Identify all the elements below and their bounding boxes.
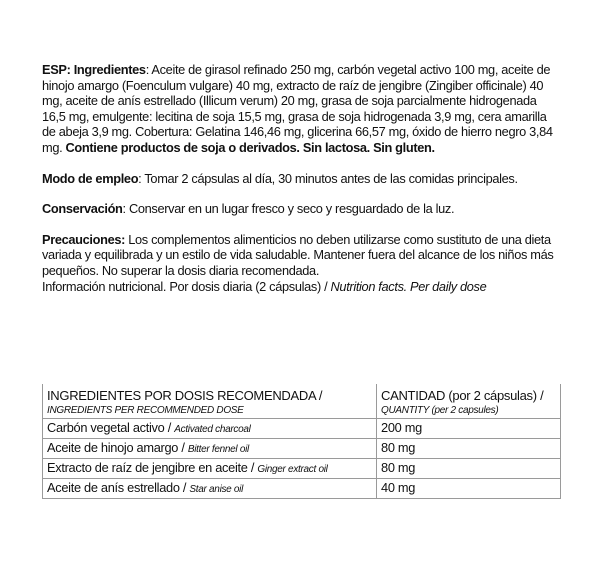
ingredient-name: Aceite de hinojo amargo / <box>47 440 188 455</box>
usage-text: : Tomar 2 cápsulas al día, 30 minutos antes de las comidas principales. <box>138 170 518 186</box>
row-amount: 80 mg <box>377 459 561 479</box>
ingredient-name: Carbón vegetal activo / <box>47 420 175 435</box>
usage-label: Modo de empleo <box>42 170 139 186</box>
ingredients-label: ESP: Ingredientes <box>42 62 146 77</box>
ingredients-sep: : <box>145 62 152 77</box>
allergen-note: Contiene productos de soja o derivados. Sin lactosa. Sin gluten. <box>65 139 435 155</box>
table-row <box>43 479 561 499</box>
row-amount: 40 mg <box>377 479 561 499</box>
ingredient-name-en: Star anise oil <box>189 484 244 495</box>
row-ingredient <box>43 419 377 439</box>
header-ingredients-en: INGREDIENTS PER RECOMMENDED DOSE <box>47 405 244 416</box>
precautions-text: Los complementos alimenticios no deben utilizarse como sustituto de una dieta variada y equilibrada y un estilo de vida saludable. Mantener fuera del alcance de los niños más pequeños. No superar la dosis diaria recomendada. <box>42 231 554 278</box>
nutrition-line <box>42 279 562 295</box>
table-row <box>43 419 561 439</box>
ingredient-name: Extracto de raíz de jengibre en aceite / <box>47 460 258 475</box>
precautions-paragraph <box>42 232 562 279</box>
nutrition-text: Información nutricional. Por dosis diaria (2 cápsulas) / <box>42 278 331 294</box>
row-ingredient <box>43 439 377 459</box>
ingredients-paragraph <box>42 62 562 156</box>
storage-label: Conservación <box>42 201 123 217</box>
header-quantity <box>377 384 561 419</box>
ingredient-name: Aceite de anís estrellado / <box>47 480 190 495</box>
header-quantity-en: QUANTITY (per 2 capsules) <box>381 405 499 416</box>
label-text <box>42 62 562 294</box>
storage-paragraph <box>42 201 562 217</box>
header-ingredients-es: INGREDIENTES POR DOSIS RECOMENDADA / <box>47 388 323 403</box>
ingredient-name-en: Ginger extract oil <box>257 464 328 475</box>
storage-text: : Conservar en un lugar fresco y seco y resguardado de la luz. <box>122 201 455 217</box>
row-amount: 200 mg <box>377 419 561 439</box>
ingredient-name-en: Bitter fennel oil <box>187 444 249 455</box>
nutrition-text-en: Nutrition facts. Per daily dose <box>330 278 487 294</box>
header-ingredients <box>43 384 377 419</box>
table-row <box>43 439 561 459</box>
nutrition-table <box>42 384 561 499</box>
row-ingredient <box>43 479 377 499</box>
ingredients-text: Aceite de girasol refinado 250 mg, carbón vegetal activo 100 mg, aceite de hinojo amargo (Foenculum vulgare) 40 mg, extracto de raíz de jengibre (Zingiber officinale) 40 mg, aceite de anís estrellado (Illicum verum) 20 mg, grasa de soja parcialmente hidrogenada 16,5 mg, emulgente: lecitina de soja 15,5 mg, grasa de soja hidrogenada 3,9 mg, cera amarilla de abeja 3,9 mg. Cobertura: Gelatina 146,46 mg, glicerina 66,57 mg, óxido de hierro negro 3,84 mg. <box>42 62 553 155</box>
ingredient-name-en: Activated charcoal <box>174 424 251 435</box>
table-row <box>43 459 561 479</box>
row-ingredient <box>43 459 377 479</box>
table-header-row <box>43 384 561 419</box>
usage-paragraph <box>42 171 562 187</box>
precautions-label: Precauciones: <box>42 231 126 247</box>
header-quantity-es: CANTIDAD (por 2 cápsulas) / <box>381 388 544 403</box>
row-amount: 80 mg <box>377 439 561 459</box>
